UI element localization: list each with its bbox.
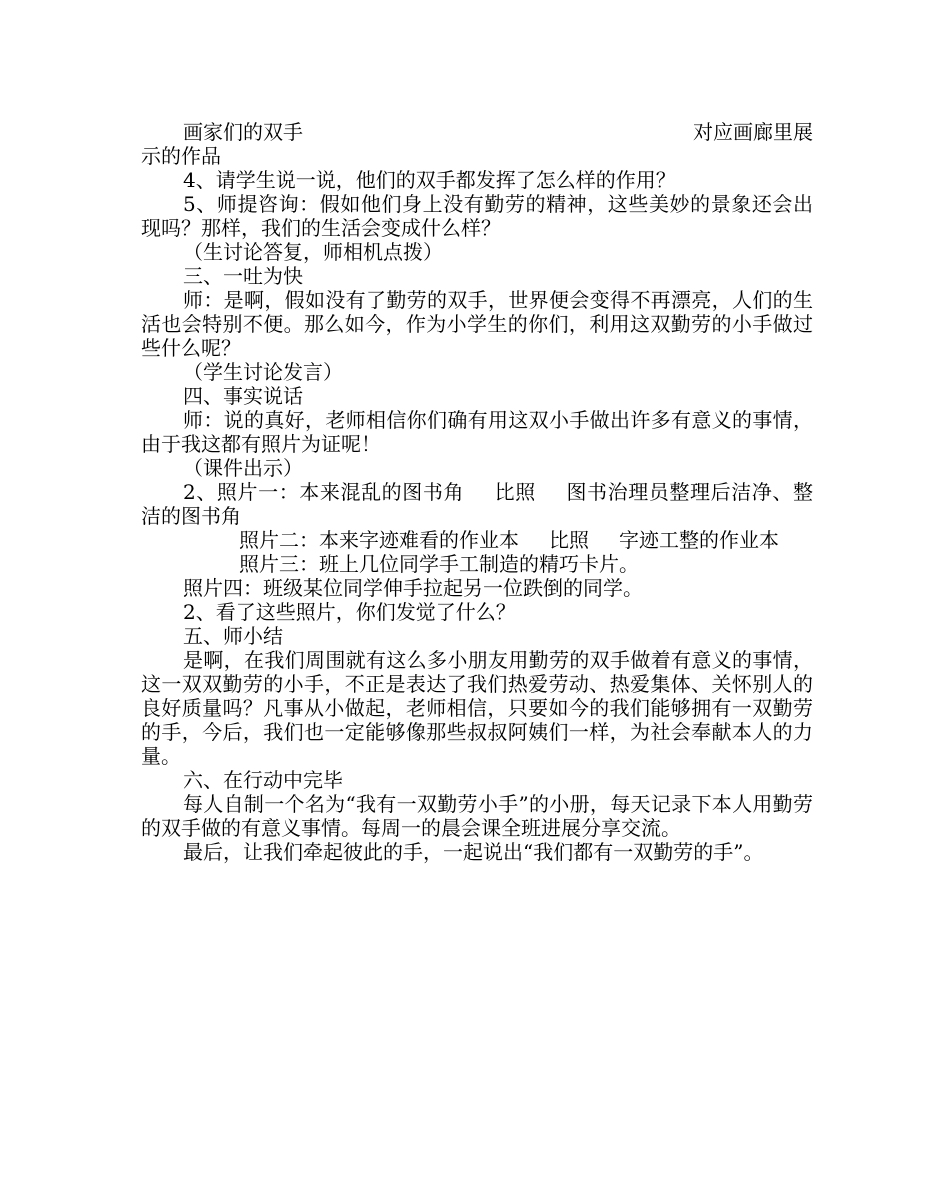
photo-2-text: 照片二：本来字迹难看的作业本 (239, 528, 519, 552)
paragraph-teacher-2: 师：说的真好，老师相信你们确有用这双小手做出许多有意义的事情，由于我这都有照片为证呢！ (141, 408, 813, 456)
paragraph-summary: 是啊，在我们周围就有这么多小朋友用勤劳的双手做着有意义的事情，这一双双勤劳的小手，不正是表达了我们热爱劳动、热爱集体、关怀别人的良好质量吗？凡事从小做起，老师相信，只要如今的我们能够拥有一双勤劳的手，今后，我们也一定能够像那些叔叔阿姨们一样，为社会奉献本人的力量。 (141, 648, 813, 768)
photo-1-result: 图书治理员整理后洁净、整洁的图书角 (141, 480, 814, 528)
photo-2-line (141, 528, 813, 552)
gallery-line-left: 画家们的双手 (183, 120, 303, 144)
gallery-line-row (141, 120, 813, 144)
gallery-line (141, 120, 813, 144)
section-heading-6: 六、在行动中完毕 (183, 768, 343, 792)
paragraph-action: 每人自制一个名为“我有一双勤劳小手”的小册，每天记录下本人用勤劳的双手做的有意义事情。每周一的晨会课全班进展分享交流。 (141, 792, 813, 840)
paragraph-question-5: 5、师提咨询：假如他们身上没有勤劳的精神，这些美妙的景象还会出现吗？那样，我们的生活会变成什么样？ (141, 192, 813, 240)
paragraph-final: 最后，让我们牵起彼此的手，一起说出“我们都有一双勤劳的手”。 (183, 840, 764, 864)
photo-1-line (141, 480, 813, 528)
paragraph-teacher-1: 师：是啊，假如没有了勤劳的双手，世界便会变得不再漂亮，人们的生活也会特别不便。那么如今，作为小学生的你们，利用这双勤劳的小手做过些什么呢？ (141, 288, 813, 360)
photo-2-result: 字迹工整的作业本 (619, 528, 779, 552)
paragraph-question-photos: 2、看了这些照片，你们发觉了什么？ (183, 600, 516, 624)
paragraph-question-4: 4、请学生说一说，他们的双手都发挥了怎么样的作用？ (183, 168, 676, 192)
section-heading-5: 五、师小结 (183, 624, 283, 648)
note-student-discussion: （学生讨论发言） (183, 360, 343, 384)
photo-1-compare: 比照 (494, 480, 536, 504)
photo-1-text: 2、照片一：本来混乱的图书角 (183, 480, 465, 504)
photo-2-compare: 比照 (549, 528, 589, 552)
photo-3-line: 照片三：班上几位同学手工制造的精巧卡片。 (239, 552, 639, 576)
section-heading-4: 四、事实说话 (183, 384, 303, 408)
photo-4-line: 照片四：班级某位同学伸手拉起另一位跌倒的同学。 (183, 576, 643, 600)
gallery-line-continuation: 示的作品 (141, 144, 221, 168)
gallery-line-right: 对应画廊里展 (693, 120, 813, 144)
note-discussion: （生讨论答复，师相机点拨） (183, 240, 443, 264)
section-heading-3: 三、一吐为快 (183, 264, 303, 288)
note-courseware: （课件出示） (183, 456, 303, 480)
document-body (141, 120, 813, 864)
